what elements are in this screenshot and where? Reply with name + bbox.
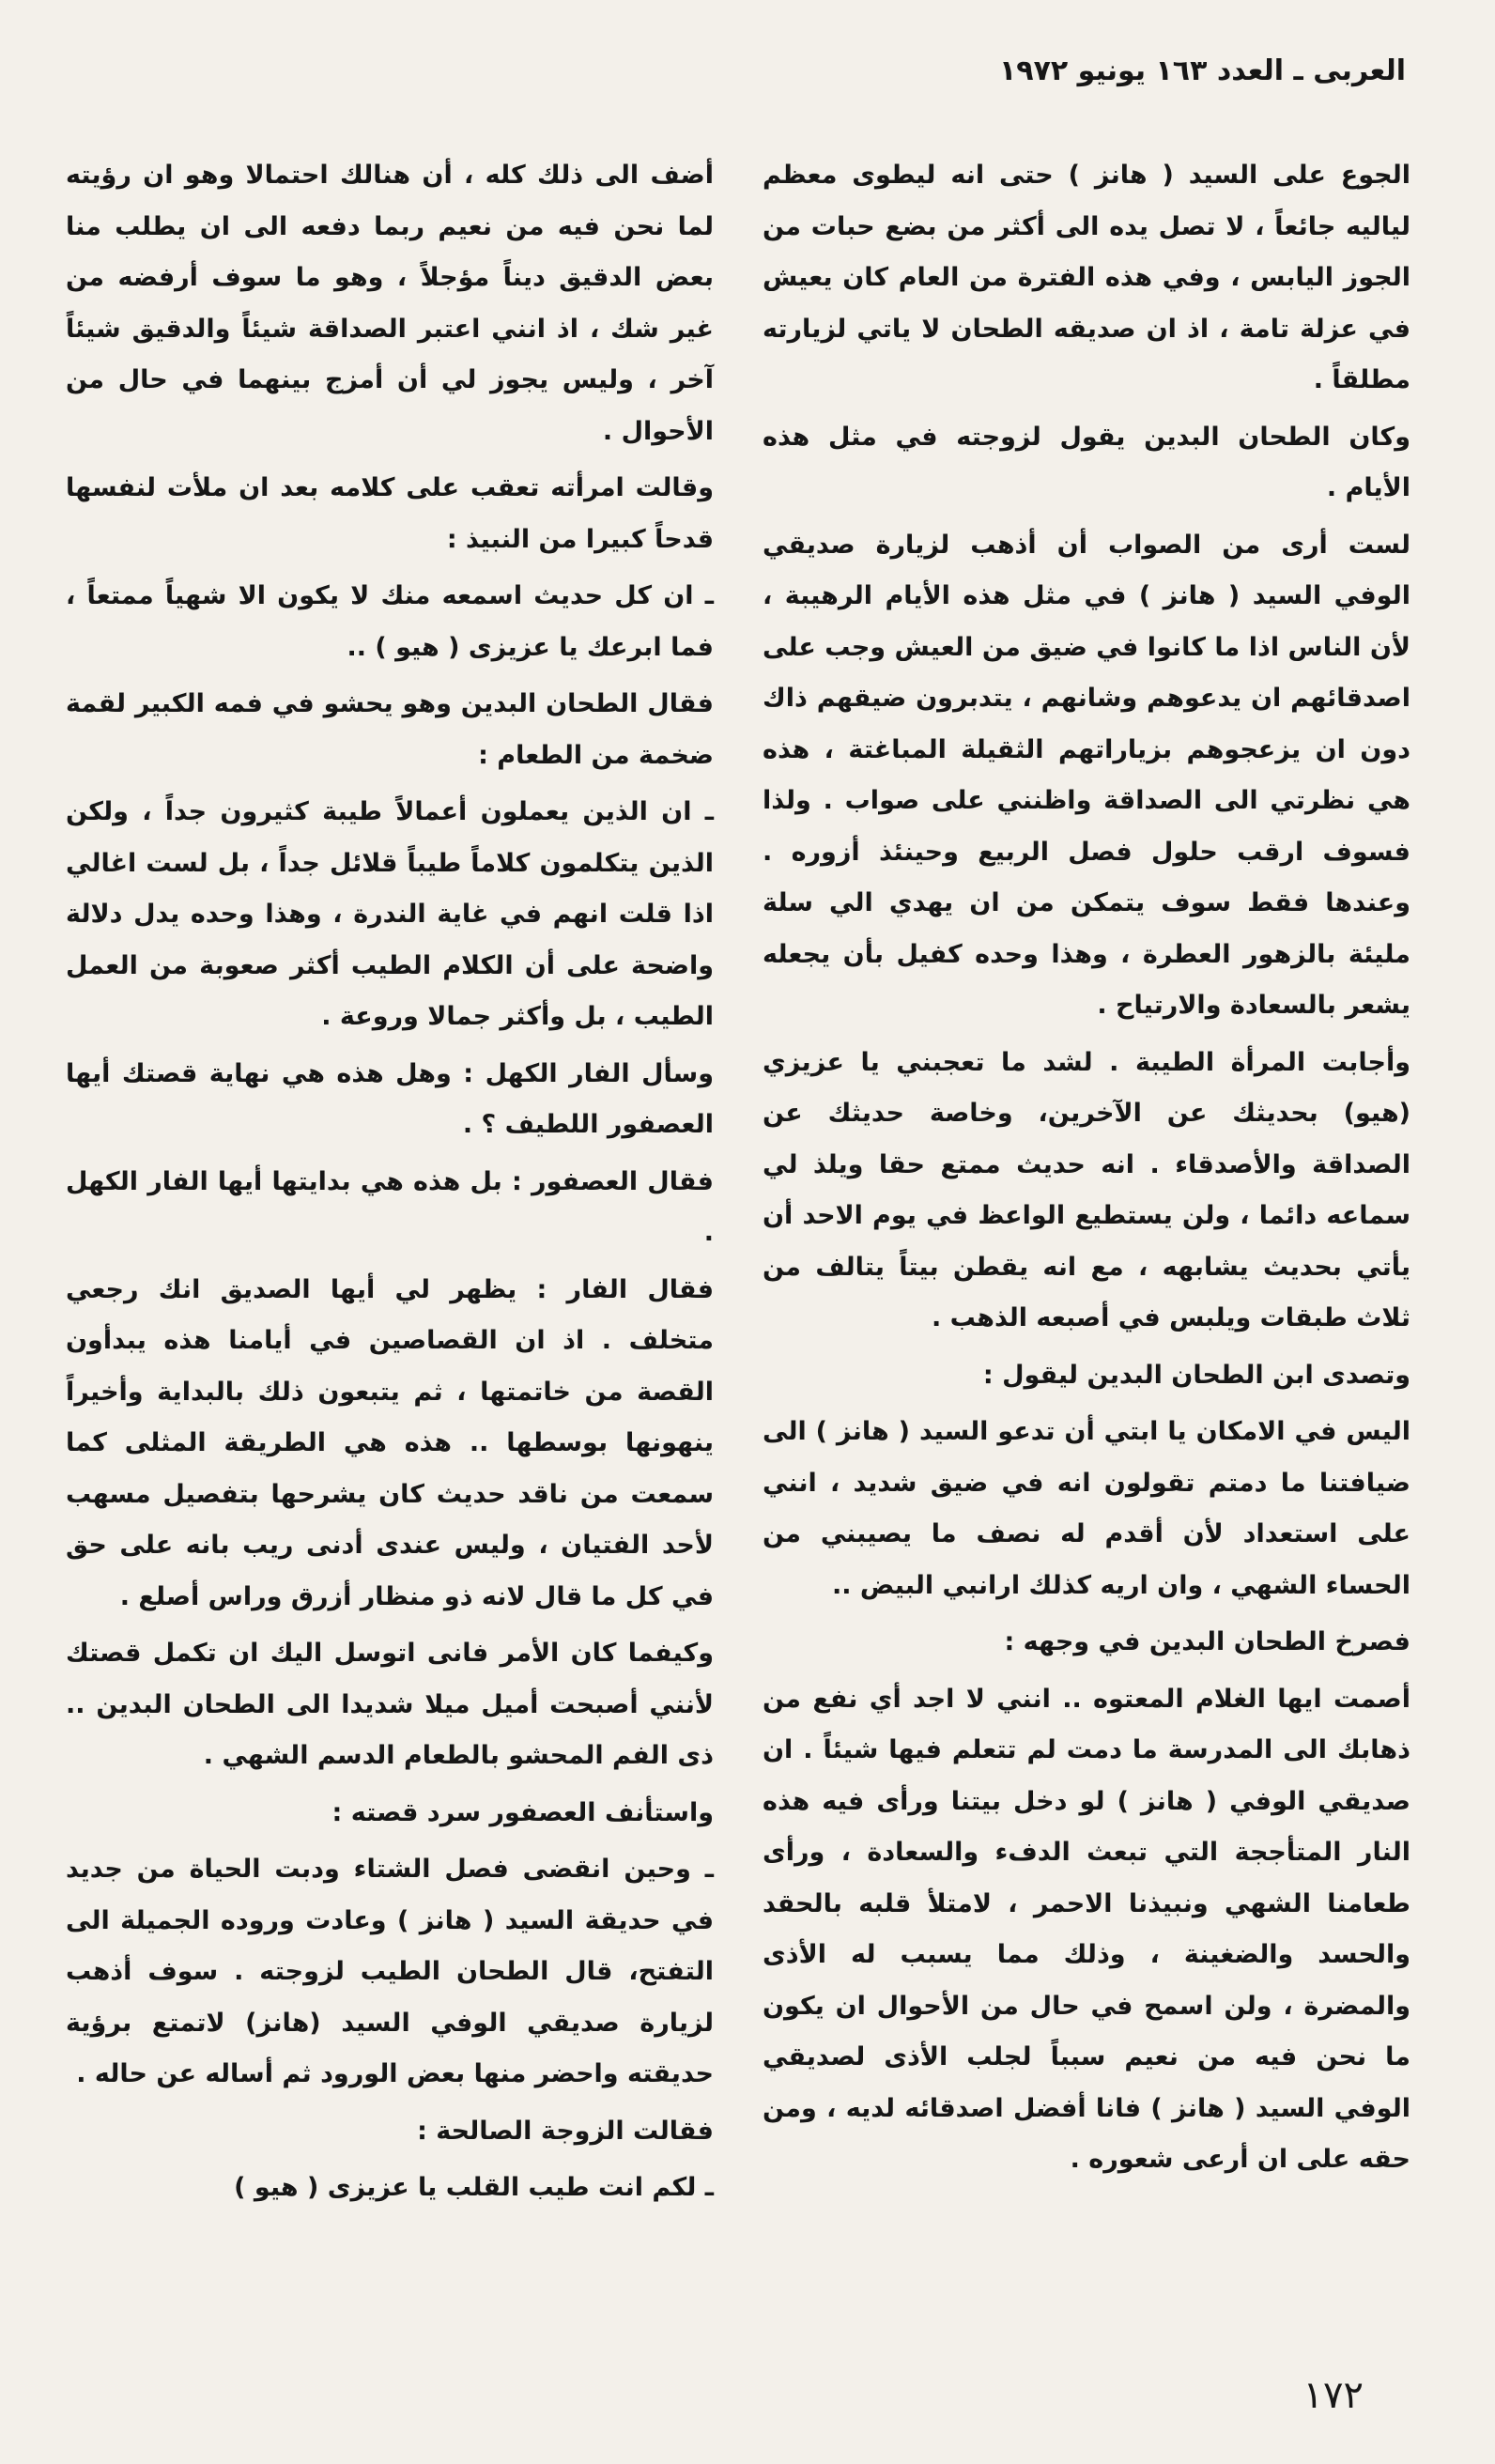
- paragraph: أصمت ايها الغلام المعتوه .. انني لا اجد أي نفع من ذهابك الى المدرسة ما دمت لم تتعلم فيها شيئاً . ان صديقي الوفي ( هانز ) لو دخل بيتنا ورأى فيه هذه النار المتأججة التي تبعث الدفء والسعادة ، ورأى طعامنا الشهي ونبيذنا الاحمر ، لامتلأ قلبه بالحقد والحسد والضغينة ، وذلك مما يسبب له الأذى والمضرة ، ولن اسمح في حال من الأحوال ان يكون ما نحن فيه من نعيم سبباً لجلب الأذى لصديقي الوفي السيد ( هانز ) فانا أفضل اصدقائه لديه ، ومن حقه على ان أرعى شعوره .: [763, 1684, 1410, 2174]
- paragraph: ـ ان كل حديث اسمعه منك لا يكون الا شهياً ممتعاً ، فما ابرعك يا عزيزى ( هيو ) ..: [66, 581, 714, 662]
- paragraph: فقال الفار : يظهر لي أيها الصديق انك رجعي متخلف . اذ ان القصاصين في أيامنا هذه يبدأون القصة من خاتمتها ، ثم يتبعون ذلك بالبداية وأخيراً ينهونها بوسطها .. هذه هي الطريقة المثلى كما سمعت من ناقد حديث كان يشرحها بتفصيل مسهب لأحد الفتيان ، وليس عندى أدنى ريب بانه على حق في كل ما قال لانه ذو منظار أزرق وراس أصلع .: [66, 1274, 714, 1611]
- paragraph: فقال الطحان البدين وهو يحشو في فمه الكبير لقمة ضخمة من الطعام :: [66, 689, 714, 770]
- paragraph: فصرخ الطحان البدين في وجهه :: [1004, 1627, 1410, 1656]
- paragraph: وقالت امرأته تعقب على كلامه بعد ان ملأت لنفسها قدحاً كبيرا من النبيذ :: [66, 473, 714, 554]
- paragraph: أضف الى ذلك كله ، أن هنالك احتمالا وهو ان رؤيته لما نحن فيه من نعيم ربما دفعه الى ان يطلب منا بعض الدقيق ديناً مؤجلاً ، وهو ما سوف أرفضه من غير شك ، اذ انني اعتبر الصداقة شيئاً والدقيق شيئاً آخر ، وليس يجوز لي أن أمزج بينهما في حال من الأحوال .: [66, 161, 714, 446]
- paragraph: فقال العصفور : بل هذه هي بدايتها أيها الفار الكهل .: [66, 1166, 714, 1247]
- paragraph: وكيفما كان الأمر فانى اتوسل اليك ان تكمل قصتك لأنني أصبحت أميل ميلا شديدا الى الطحان البدين .. ذى الفم المحشو بالطعام الدسم الشهي .: [66, 1639, 714, 1770]
- paragraph: واستأنف العصفور سرد قصته :: [331, 1797, 714, 1827]
- paragraph: لست أرى من الصواب أن أذهب لزيارة صديقي الوفي السيد ( هانز ) في مثل هذه الأيام الرهيبة ، لأن الناس اذا ما كانوا في ضيق من العيش وجب على اصدقائهم ان يدعوهم وشانهم ، يتدبرون ضيقهم ذاك دون ان يزعجوهم بزياراتهم الثقيلة المباغتة ، هذه هي نظرتي الى الصداقة واظنني على صواب . ولذا فسوف ارقب حلول فصل الربيع وحينئذ أزوره . وعندها فقط سوف يتمكن من ان يهدي الي سلة مليئة بالزهور العطرة ، وهذا وحده كفيل بأن يجعله يشعر بالسعادة والارتياح .: [763, 530, 1410, 1020]
- running-header: العربى ـ العدد ١٦٣ يونيو ١٩٧٢: [998, 54, 1406, 87]
- left-column: [66, 150, 714, 2220]
- page-number: ١٧٢: [1302, 2374, 1364, 2417]
- paragraph: اليس في الامكان يا ابتي أن تدعو السيد ( هانز ) الى ضيافتنا ما دمتم تقولون انه في ضيق شديد ، انني على استعداد لأن أقدم له نصف ما يصيبني من الحساء الشهي ، وان اريه كذلك ارانبي البيض ..: [763, 1417, 1410, 1600]
- paragraph: فقالت الزوجة الصالحة :: [417, 2116, 714, 2146]
- paragraph: وسأل الفار الكهل : وهل هذه هي نهاية قصتك أيها العصفور اللطيف ؟ .: [66, 1058, 714, 1139]
- paragraph: ـ ان الذين يعملون أعمالاً طيبة كثيرون جداً ، ولكن الذين يتكلمون كلاماً طيباً قلائل جداً ، بل لست اغالي اذا قلت انهم في غاية الندرة ، وهذا وحده يدل دلالة واضحة على أن الكلام الطيب أكثر صعوبة من العمل الطيب ، بل وأكثر جمالا وروعة .: [66, 797, 714, 1031]
- paragraph: ـ لكم انت طيب القلب يا عزيزى ( هيو ): [234, 2173, 714, 2202]
- paragraph: وكان الطحان البدين يقول لزوجته في مثل هذه الأيام .: [763, 422, 1410, 502]
- paragraph: وتصدى ابن الطحان البدين ليقول :: [982, 1360, 1410, 1390]
- paragraph: ـ وحين انقضى فصل الشتاء ودبت الحياة من جديد في حديقة السيد ( هانز ) وعادت وروده الجميلة الى التفتح، قال الطحان الطيب لزوجته . سوف أذهب لزيارة صديقي الوفي السيد (هانز) لاتمتع برؤية حديقته واحضر منها بعض الورود ثم أساله عن حاله .: [66, 1855, 714, 2088]
- right-column: [763, 150, 1410, 2192]
- paragraph: الجوع على السيد ( هانز ) حتى انه ليطوى معظم لياليه جائعاً ، لا تصل يده الى أكثر من بضع حبات من الجوز اليابس ، وفي هذه الفترة من العام كان يعيش في عزلة تامة ، اذ ان صديقه الطحان لا ياتي لزيارته مطلقاً .: [763, 161, 1410, 394]
- paragraph: وأجابت المرأة الطيبة . لشد ما تعجبني يا عزيزي (هيو) بحديثك عن الآخرين، وخاصة حديثك عن الصداقة والأصدقاء . انه حديث ممتع حقا ويلذ لي سماعه دائما ، ولن يستطيع الواعظ في يوم الاحد أن يأتي بحديث يشابهه ، مع انه يقطن بيتاً يتالف من ثلاث طبقات ويلبس في أصبعه الذهب .: [763, 1047, 1410, 1332]
